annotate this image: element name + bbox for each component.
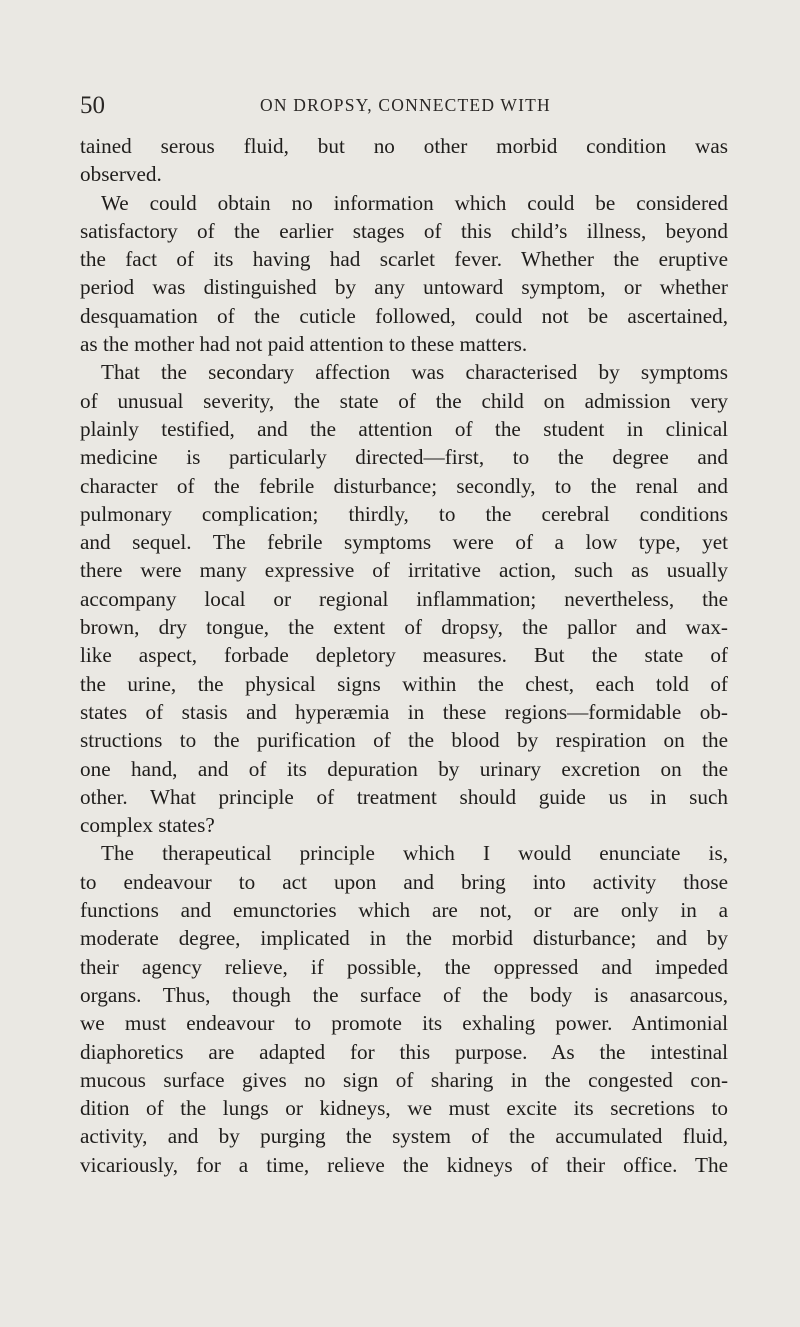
text-line: pulmonary complication; thirdly, to the cerebral conditions bbox=[80, 501, 728, 526]
text-line: organs. Thus, though the surface of the body is anasarcous, bbox=[80, 982, 728, 1007]
text-line: complex states? bbox=[80, 813, 215, 838]
text-line: dition of the lungs or kidneys, we must excite its secretions to bbox=[80, 1096, 728, 1121]
text-line: character of the febrile disturbance; secondly, to the renal and bbox=[80, 473, 728, 498]
text-line: mucous surface gives no sign of sharing in the congested con- bbox=[80, 1067, 728, 1092]
text-line: vicariously, for a time, relieve the kidneys of their office. The bbox=[80, 1152, 728, 1177]
text-line: period was distinguished by any untoward symptom, or whether bbox=[80, 275, 728, 300]
text-line: of unusual severity, the state of the child on admission very bbox=[80, 388, 728, 413]
text-line: states of stasis and hyperæmia in these regions—formidable ob- bbox=[80, 699, 728, 724]
text-line: accompany local or regional inflammation; nevertheless, the bbox=[80, 586, 728, 611]
text-line: we must endeavour to promote its exhaling power. Antimonial bbox=[80, 1011, 728, 1036]
text-line: the urine, the physical signs within the chest, each told of bbox=[80, 671, 728, 696]
text-line: activity, and by purging the system of the accumulated fluid, bbox=[80, 1124, 728, 1149]
text-line: their agency relieve, if possible, the oppressed and impeded bbox=[80, 954, 728, 979]
text-line: like aspect, forbade depletory measures. But the state of bbox=[80, 643, 728, 668]
text-line: observed. bbox=[80, 162, 162, 187]
text-line: other. What principle of treatment should guide us in such bbox=[80, 784, 728, 809]
text-line: plainly testified, and the attention of the student in clinical bbox=[80, 416, 728, 441]
text-line: diaphoretics are adapted for this purpose. As the intestinal bbox=[80, 1039, 728, 1064]
page-number: 50 bbox=[80, 92, 105, 119]
text-line: That the secondary affection was characterised by symptoms bbox=[101, 360, 728, 385]
text-line: tained serous fluid, but no other morbid condition was bbox=[80, 134, 728, 158]
text-line: one hand, and of its depuration by urinary excretion on the bbox=[80, 756, 728, 781]
text-line: desquamation of the cuticle followed, could not be ascertained, bbox=[80, 303, 728, 328]
text-line: as the mother had not paid attention to these matters. bbox=[80, 332, 528, 357]
text-line: satisfactory of the earlier stages of this child’s illness, beyond bbox=[80, 218, 728, 243]
text-line: We could obtain no information which could be considered bbox=[101, 190, 728, 215]
text-line: The therapeutical principle which I would enunciate is, bbox=[101, 841, 728, 866]
text-line: and sequel. The febrile symptoms were of a low type, yet bbox=[80, 530, 728, 555]
running-head bbox=[80, 92, 725, 122]
text-line: there were many expressive of irritative action, such as usually bbox=[80, 558, 728, 583]
text-line: functions and emunctories which are not, or are only in a bbox=[80, 898, 728, 923]
text-line: moderate degree, implicated in the morbid disturbance; and by bbox=[80, 926, 728, 951]
text-line: structions to the purification of the blood by respiration on the bbox=[80, 728, 728, 753]
text-line: the fact of its having had scarlet fever. Whether the eruptive bbox=[80, 247, 728, 272]
text-line: to endeavour to act upon and bring into activity those bbox=[80, 869, 728, 894]
running-title: ON DROPSY, CONNECTED WITH bbox=[260, 95, 551, 115]
body-text bbox=[80, 132, 728, 1179]
text-line: medicine is particularly directed—first, to the degree and bbox=[80, 445, 728, 470]
text-line: brown, dry tongue, the extent of dropsy, the pallor and wax- bbox=[80, 615, 728, 640]
